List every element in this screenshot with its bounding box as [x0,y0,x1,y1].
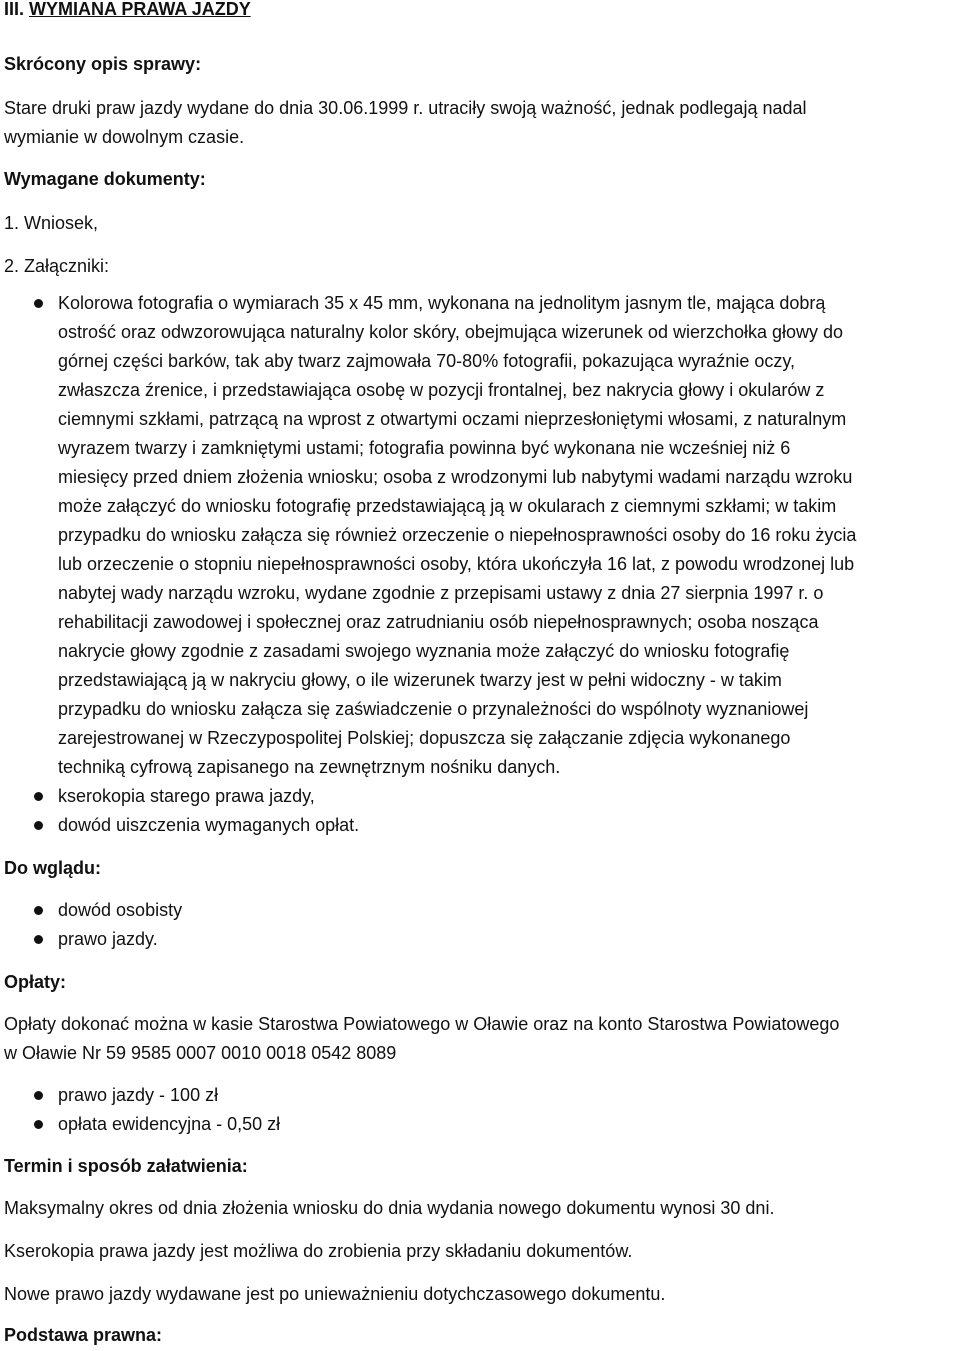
list-item-text: dowód osobisty [58,900,183,920]
fees-line: Opłaty dokonać można w kasie Starostwa Powiatowego w Oławie oraz na konto Starostwa Powiatowego [4,1014,840,1034]
required-doc-item: 2. Załączniki: [4,256,110,276]
list-item-text: dowód uiszczenia wymaganych opłat. [58,815,360,835]
deadline-heading: Termin i sposób załatwienia: [4,1156,248,1176]
bullet-icon [34,299,43,308]
deadline-paragraph: Maksymalny okres od dnia złożenia wniosku do dnia wydania nowego dokumentu wynosi 30 dni. [4,1198,775,1218]
bullet-icon [34,1120,43,1129]
required-doc-item: 1. Wniosek, [4,213,99,233]
section-number: III. [4,0,25,19]
deadline-paragraph: Kserokopia prawa jazdy jest możliwa do zrobienia przy składaniu dokumentów. [4,1241,633,1261]
inspection-heading: Do wglądu: [4,858,101,878]
bullet-icon [34,906,43,915]
summary-line: Stare druki praw jazdy wydane do dnia 30.06.1999 r. utraciły swoją ważność, jednak podlegają nadal [4,98,807,118]
summary-line: wymianie w dowolnym czasie. [4,127,245,147]
bullet-icon [34,821,43,830]
list-item-text: prawo jazdy - 100 zł [58,1085,219,1105]
list-item-text: kserokopia starego prawa jazdy, [58,786,315,806]
photo-requirements-text: Kolorowa fotografia o wymiarach 35 x 45 mm, wykonana na jednolitym jasnym tle, mająca dobrą ostrość oraz odwzorowująca naturalny kolor skóry, obejmująca wizerunek od wierzchołka głowy do górnej części barków, tak aby twarz zajmowała 70-80% fotografii, pokazująca wyraźnie oczy, zwłaszcza źrenice, i przedstawiająca osobę w pozycji frontalnej, bez nakrycia głowy i okularów z ciemnymi szkłami, patrzącą na wprost z otwartymi oczami nieprzesłoniętymi włosami, z naturalnym wyrazem twarzy i zamkniętymi ustami; fotografia powinna być wykonana nie wcześniej niż 6 miesięcy przed dniem złożenia wniosku; osoba z wrodzonymi lub nabytymi wadami narządu wzroku może załączyć do wniosku fotografię przedstawiającą ją w okularach z ciemnymi szkłami; w takim przypadku do wniosku załącza się również orzeczenie o niepełnosprawności osoby do 16 roku życia lub orzeczenie o stopniu niepełnosprawności osoby, która ukończyła 16 lat, z powodu wrodzonej lub nabytej wady narządu wzroku, wydane zgodnie z przepisami ustawy z dnia 27 sierpnia 1997 r. o rehabilitacji zawodowej i społecznej oraz zatrudnianiu osób niepełnosprawnych; osoba nosząca nakrycie głowy zgodnie z zasadami swojego wyznania może załączyć do wniosku fotografię przedstawiającą ją w nakryciu głowy, o ile wizerunek twarzy jest w pełni widoczny - w takim przypadku do wniosku załącza się zaświadczenie o przynależności do wspólnoty wyznaniowej zarejestrowanej w Rzeczypospolitej Polskiej; dopuszcza się załączanie zdjęcia wykonanego techniką cyfrową zapisanego na zewnętrznym nośniku danych. [58,293,857,777]
bullet-icon [34,935,43,944]
summary-heading: Skrócony opis sprawy: [4,54,202,74]
section-title-link[interactable]: WYMIANA PRAWA JAZDY [29,0,251,19]
required-docs-heading: Wymagane dokumenty: [4,169,206,189]
deadline-paragraph: Nowe prawo jazdy wydawane jest po unieważnieniu dotychczasowego dokumentu. [4,1284,666,1304]
bullet-icon [34,792,43,801]
fees-line: w Oławie Nr 59 9585 0007 0010 0018 0542 8089 [4,1043,397,1063]
bullet-icon [34,1091,43,1100]
list-item-text: prawo jazdy. [58,929,158,949]
legal-basis-heading: Podstawa prawna: [4,1325,163,1345]
fees-heading: Opłaty: [4,972,67,992]
list-item-text: opłata ewidencyjna - 0,50 zł [58,1114,281,1134]
section-title [4,0,251,24]
